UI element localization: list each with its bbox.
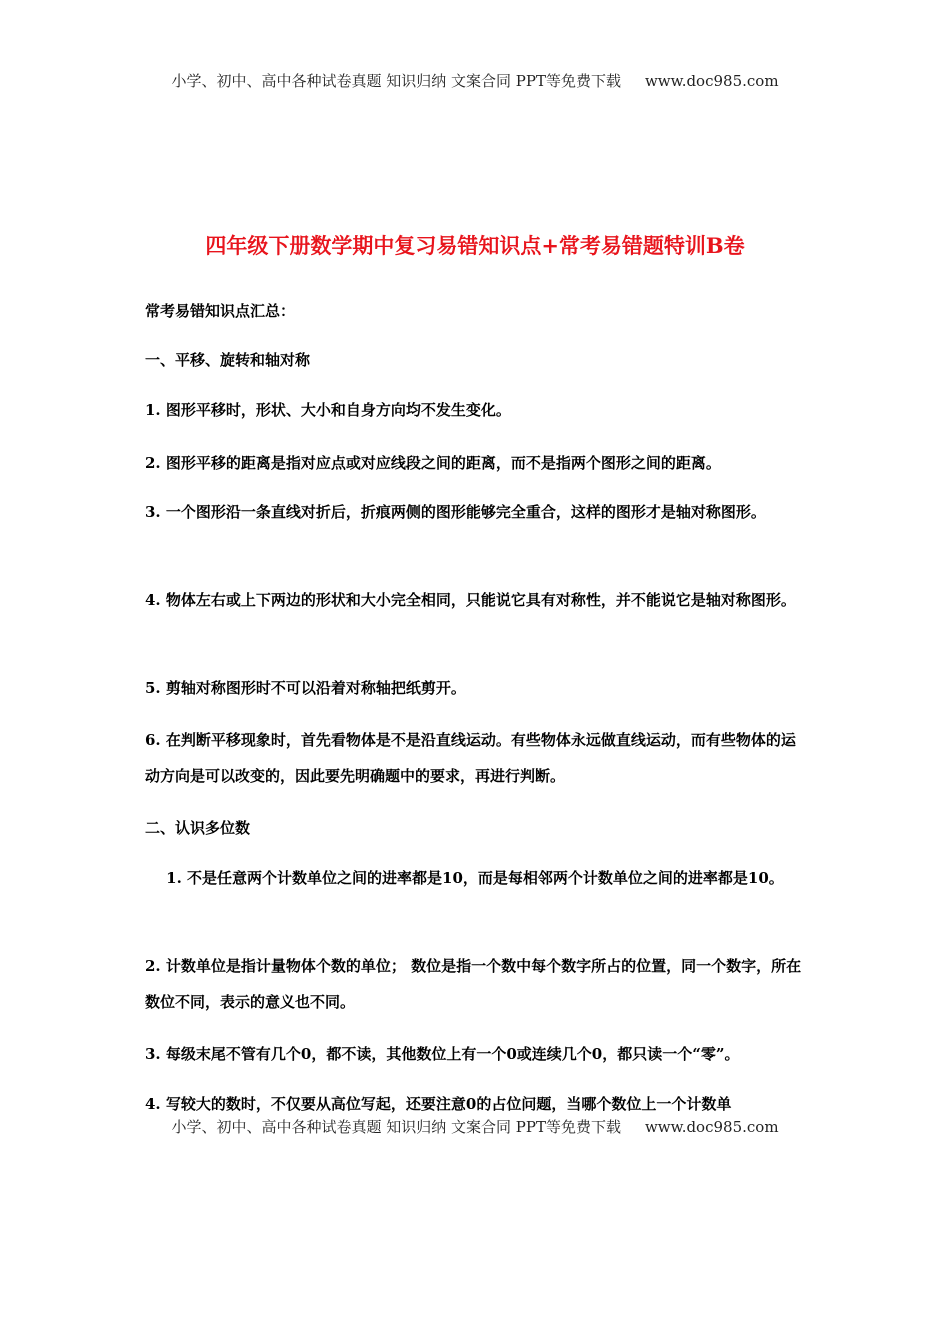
section1-item-1: 1. 图形平移时，形状、大小和自身方向均不发生变化。 — [145, 401, 511, 419]
section1-item-2: 2. 图形平移的距离是指对应点或对应线段之间的距离，而不是指两个图形之间的距离。 — [145, 454, 721, 472]
page-footer — [0, 1116, 950, 1137]
section1-heading: 一、平移、旋转和轴对称 — [145, 351, 311, 369]
section1-item-5: 5. 剪轴对称图形时不可以沿着对称轴把纸剪开。 — [145, 679, 466, 697]
section1-item-3: 3. 一个图形沿一条直线对折后，折痕两侧的图形能够完全重合，这样的图形才是轴对称图形。 — [145, 503, 766, 521]
summary-heading: 常考易错知识点汇总： — [145, 302, 296, 320]
footer-text: 小学、初中、高中各种试卷真题 知识归纳 文案合同 PPT等免费下载 — [171, 1118, 621, 1136]
page-header — [0, 70, 950, 91]
section2-item-1: 1. 不是任意两个计数单位之间的进率都是10，而是每相邻两个计数单位之间的进率都是10。 — [166, 869, 784, 887]
section2-item-4: 4. 写较大的数时，不仅要从高位写起，还要注意0的占位问题，当哪个数位上一个计数单 — [145, 1095, 732, 1113]
section1-item-6: 6. 在判断平移现象时，首先看物体是不是沿直线运动。有些物体永远做直线运动，而有些物体的运动方向是可以改变的，因此要先明确题中的要求，再进行判断。 — [145, 731, 796, 785]
section2-item-2: 2. 计数单位是指计量物体个数的单位； 数位是指一个数中每个数字所占的位置，同一个数字，所在数位不同，表示的意义也不同。 — [145, 957, 802, 1011]
section2-heading: 二、认识多位数 — [145, 819, 251, 837]
section2-item-3: 3. 每级末尾不管有几个0，都不读，其他数位上有一个0或连续几个0，都只读一个“零”。 — [145, 1045, 740, 1063]
header-text: 小学、初中、高中各种试卷真题 知识归纳 文案合同 PPT等免费下载 — [171, 72, 621, 90]
header-url[interactable]: www.doc985.com — [644, 72, 779, 90]
section1-item-4: 4. 物体左右或上下两边的形状和大小完全相同，只能说它具有对称性，并不能说它是轴对称图形。 — [145, 591, 796, 609]
document-title: 四年级下册数学期中复习易错知识点+常考易错题特训B卷 — [205, 233, 745, 258]
footer-url[interactable]: www.doc985.com — [644, 1118, 779, 1136]
